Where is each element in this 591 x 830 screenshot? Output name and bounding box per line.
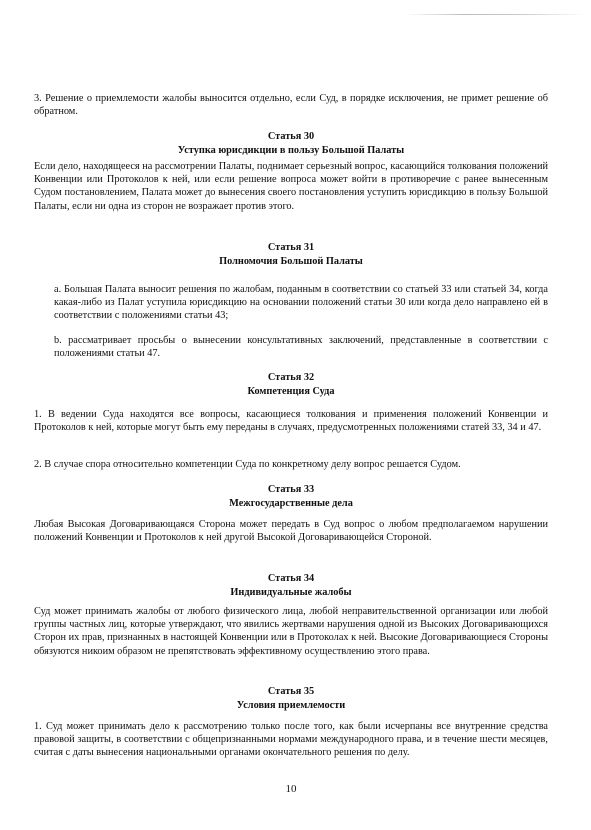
article-33-title: Межгосударственные дела <box>229 497 353 509</box>
scan-artifact <box>405 14 585 15</box>
article-31-number: Статья 31 <box>267 242 315 253</box>
article-34-paragraph: Суд может принимать жалобы от любого физического лица, любой неправительственной организации или любой группы частных лиц, которые утверждают, что явились жертвами нарушения одной из Высоких Договаривающихся Сторон их прав, признанных в настоящей Конвенции или в Протоколах к ней. Высокие Договаривающиеся Стороны обязуются никоим образом не препятствовать эффективному осуществлению этого права. <box>34 606 548 657</box>
article-31-item-a: a. Большая Палата выносит решения по жалобам, поданным в соответствии со статьей 33 или статьей 34, когда какая-либо из Палат уступила юрисдикцию на основании положений статьи 30 или когда дело направлено ей в соответствии с положениями статьи 43; <box>54 284 548 322</box>
article-30-paragraph: Если дело, находящееся на рассмотрении Палаты, поднимает серьезный вопрос, касающийся толкования положений Конвенции или Протоколов к ней, или если решение вопроса может войти в противоречие с ранее вынесенным Судом постановлением, Палата может до вынесения своего постановления уступить юрисдикцию в пользу Большой Палаты, если ни одна из сторон не возражает против этого. <box>34 161 548 212</box>
article-32-heading <box>34 371 548 398</box>
article-32-title: Компетенция Суда <box>247 385 335 397</box>
article-32-paragraph-2: 2. В случае спора относительно компетенции Суда по конкретному делу вопрос решается Судом. <box>34 459 461 470</box>
article-33-heading <box>34 483 548 510</box>
article-30-heading <box>34 130 548 157</box>
article-33-number: Статья 33 <box>267 484 315 495</box>
article-35-heading <box>34 685 548 712</box>
article-32-number: Статья 32 <box>267 372 315 383</box>
article-32-paragraph-1: 1. В ведении Суда находятся все вопросы, касающиеся толкования и применения положений Конвенции и Протоколов к ней, которые могут быть ему переданы в случаях, предусмотренных положениями статей 33, 34 и 47. <box>34 409 548 434</box>
article-34-title: Индивидуальные жалобы <box>230 586 352 598</box>
intro-paragraph: 3. Решение о приемлемости жалобы выносится отдельно, если Суд, в порядке исключения, не примет решение об обратном. <box>34 93 548 118</box>
article-30-number: Статья 30 <box>267 131 315 142</box>
article-31-heading <box>34 241 548 268</box>
article-31-title: Полномочия Большой Палаты <box>219 255 363 267</box>
article-34-heading <box>34 572 548 599</box>
article-31-item-b: b. рассматривает просьбы о вынесении консультативных заключений, представленные в соответствии с положениями статьи 47. <box>54 335 548 360</box>
article-34-number: Статья 34 <box>267 573 315 584</box>
article-33-paragraph: Любая Высокая Договаривающаяся Сторона может передать в Суд вопрос о любом предполагаемом нарушении положений Конвенции и Протоколов к ней другой Высокой Договаривающейся Стороной. <box>34 519 548 544</box>
article-35-paragraph: 1. Суд может принимать дело к рассмотрению только после того, как были исчерпаны все внутренние средства правовой защиты, в соответствии с общепризнанными нормами международного права, и в течение шести месяцев, считая с даты вынесения национальными органами окончательного решения по делу. <box>34 721 548 759</box>
article-35-title: Условия приемлемости <box>236 699 346 711</box>
page-number: 10 <box>285 783 297 795</box>
article-35-number: Статья 35 <box>267 686 315 697</box>
article-30-title: Уступка юрисдикции в пользу Большой Палаты <box>177 144 405 156</box>
